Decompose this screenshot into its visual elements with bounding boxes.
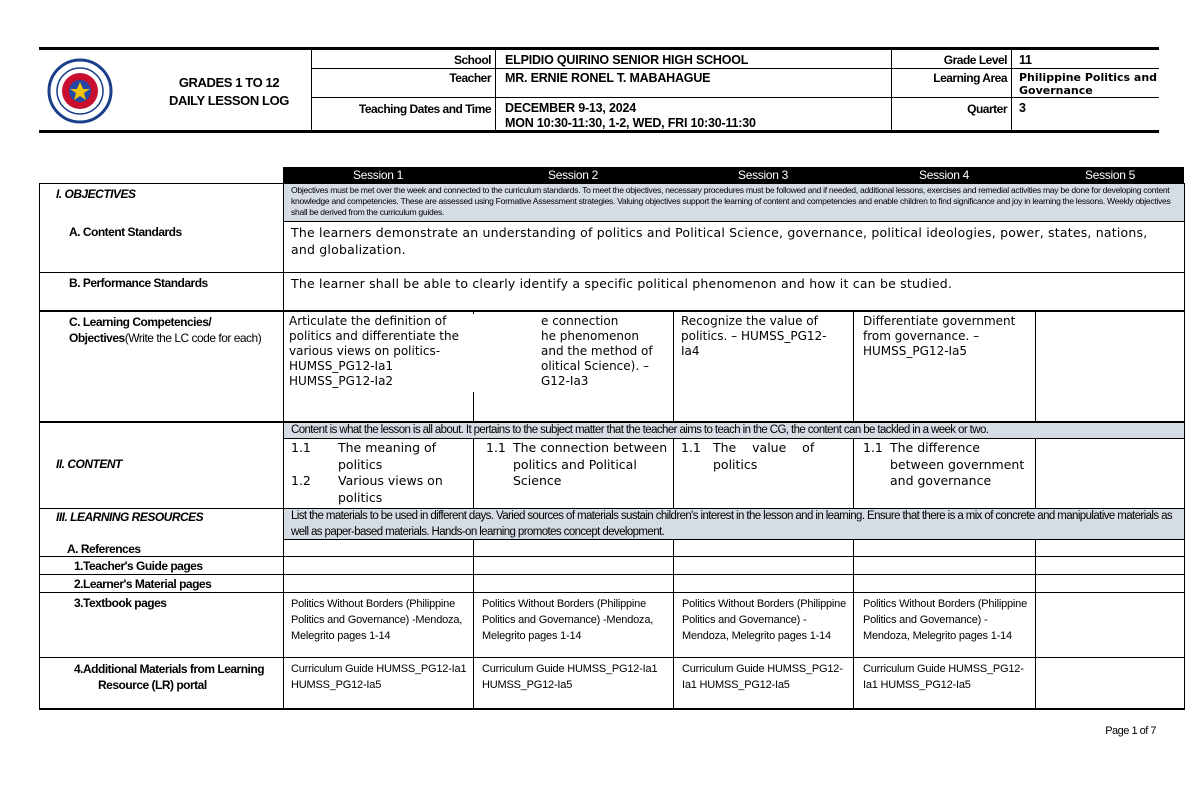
content-standards-text: The learners demonstrate an understanding of politics and Political Science, governance, political ideologies, power, states, nations, and globalization. bbox=[291, 225, 1148, 257]
performance-standards-text: The learner shall be able to clearly identify a specific political phenomenon and how it can be studied. bbox=[291, 276, 953, 291]
teacher-value: MR. ERNIE RONEL T. MABAHAGUE bbox=[505, 71, 711, 85]
log-title bbox=[139, 74, 319, 110]
log-title-line2: DAILY LESSON LOG bbox=[168, 93, 289, 108]
additional-session-3: Curriculum Guide HUMSS_PG12-Ia1 HUMSS_PG12-Ia5 bbox=[682, 663, 843, 691]
deped-logo bbox=[47, 56, 113, 126]
additional-session-2: Curriculum Guide HUMSS_PG12-Ia1 HUMSS_PG12-Ia5 bbox=[482, 663, 658, 691]
competency-session-4: Differentiate government from governance. – HUMSS_PG12-Ia5 bbox=[863, 314, 1016, 358]
dates-value-line1: DECEMBER 9-13, 2024 bbox=[505, 101, 636, 115]
content-session-1 bbox=[291, 440, 467, 506]
competencies-label bbox=[69, 314, 279, 346]
content-item: 1.1 The meaning of politics bbox=[291, 440, 437, 472]
quarter-label: Quarter bbox=[967, 102, 1007, 116]
competency-session-2: e connection he phenomenon and the method of olitical Science). – G12-Ia3 bbox=[541, 314, 653, 388]
learning-area-value bbox=[1019, 71, 1157, 97]
content-session-4 bbox=[863, 440, 1031, 490]
references-label: A. References bbox=[67, 542, 141, 556]
competencies-label-line1: C. Learning Competencies/ bbox=[69, 315, 212, 329]
session-2-header: Session 2 bbox=[548, 168, 598, 182]
learning-area-value-line1: Philippine Politics and bbox=[1019, 71, 1158, 84]
dates-value-line2: MON 10:30-11:30, 1-2, WED, FRI 10:30-11:30 bbox=[505, 116, 756, 130]
header-block bbox=[39, 47, 1159, 133]
learners-material-label: 2.Learner's Material pages bbox=[74, 577, 212, 591]
competency-session-3: Recognize the value of politics. – HUMSS_PG12- Ia4 bbox=[681, 314, 827, 358]
school-value: ELPIDIO QUIRINO SENIOR HIGH SCHOOL bbox=[505, 53, 749, 67]
content-session-3 bbox=[681, 440, 849, 473]
learning-area-value-line2: Governance bbox=[1019, 84, 1093, 97]
session-3-header: Session 3 bbox=[738, 168, 788, 182]
competencies-label-bold: Objectives bbox=[69, 331, 125, 345]
session-4-header: Session 4 bbox=[919, 168, 969, 182]
content-item: 1.1 The connection between politics and Political Science bbox=[486, 440, 668, 488]
teachers-guide-label: 1.Teacher's Guide pages bbox=[74, 559, 203, 573]
grade-level-value: 11 bbox=[1019, 53, 1032, 67]
textbook-session-1: Politics Without Borders (Philippine Politics and Governance) -Mendoza, Melegrito pages 1-14 bbox=[291, 598, 463, 642]
additional-materials-label-line1: 4.Additional Materials from Learning bbox=[74, 662, 265, 676]
textbook-session-4: Politics Without Borders (Philippine Politics and Governance) -Mendoza, Melegrito pages 1-14 bbox=[863, 598, 1027, 642]
content-item: 1.1 The difference between government and governance bbox=[863, 440, 1025, 488]
additional-session-4: Curriculum Guide HUMSS_PG12-Ia1 HUMSS_PG12-Ia5 bbox=[863, 663, 1024, 691]
content-item: 1.2 Various views on politics bbox=[291, 473, 443, 505]
content-item: 1.1 The value of politics bbox=[681, 440, 819, 472]
page-number: Page 1 of 7 bbox=[1105, 725, 1156, 737]
competency-session-1: Articulate the definition of politics and differentiate the various views on politics- HUMSS_PG12-Ia1 HUMSS_PG12-Ia2 bbox=[289, 314, 485, 392]
textbook-label: 3.Textbook pages bbox=[74, 596, 167, 610]
additional-session-1: Curriculum Guide HUMSS_PG12-Ia1 HUMSS_PG12-Ia5 bbox=[291, 663, 467, 691]
objectives-label: I. OBJECTIVES bbox=[56, 187, 136, 201]
content-label: II. CONTENT bbox=[56, 457, 122, 471]
objectives-note: Objectives must be met over the week and connected to the curriculum standards. To meet the objectives, necessary procedures must be followed and if needed, additional lessons, exercises and remedial activities may be done for developing content knowledge and competencies. These are assessed using Formative Assessment strategies. Valuing objectives support the learning of content and competencies and enable children to find significance and joy in learning the lessons. Weekly objectives shall be derived from the curriculum guides. bbox=[291, 185, 1171, 217]
textbook-session-2: Politics Without Borders (Philippine Politics and Governance) -Mendoza, Melegrito pages 1-14 bbox=[482, 598, 654, 642]
competency-session-5 bbox=[1043, 314, 1179, 392]
learning-resources-note: List the materials to be used in different days. Varied sources of materials sustain children's interest in the lesson and in learning. Ensure that there is a mix of concrete and manipulative materials as well as paper-based materials. Hands-on learning promotes concept development. bbox=[291, 510, 1173, 538]
log-title-line1: GRADES 1 TO 12 bbox=[178, 75, 280, 90]
deped-seal-icon bbox=[47, 56, 113, 126]
performance-standards-label: B. Performance Standards bbox=[69, 276, 208, 290]
teacher-label: Teacher bbox=[449, 71, 491, 85]
textbook-session-3: Politics Without Borders (Philippine Politics and Governance) -Mendoza, Melegrito pages 1-14 bbox=[682, 598, 846, 642]
learning-area-label: Learning Area bbox=[933, 71, 1007, 85]
content-note: Content is what the lesson is all about. It pertains to the subject matter that the teacher aims to teach in the CG, the content can be tackled in a week or two. bbox=[291, 424, 989, 436]
quarter-value: 3 bbox=[1019, 101, 1026, 115]
lesson-log-table bbox=[39, 167, 1173, 710]
grade-level-label: Grade Level bbox=[943, 53, 1007, 67]
session-1-header: Session 1 bbox=[353, 168, 403, 182]
competencies-label-light: (Write the LC code for each) bbox=[124, 331, 262, 345]
session-5-header: Session 5 bbox=[1085, 168, 1135, 182]
additional-materials-label-line2: Resource (LR) portal bbox=[98, 678, 207, 692]
school-label: School bbox=[453, 53, 491, 67]
content-session-2 bbox=[486, 440, 670, 490]
additional-materials-label bbox=[74, 661, 279, 693]
dates-label: Teaching Dates and Time bbox=[358, 102, 491, 116]
content-standards-label: A. Content Standards bbox=[69, 225, 182, 239]
learning-resources-label: III. LEARNING RESOURCES bbox=[56, 510, 204, 524]
